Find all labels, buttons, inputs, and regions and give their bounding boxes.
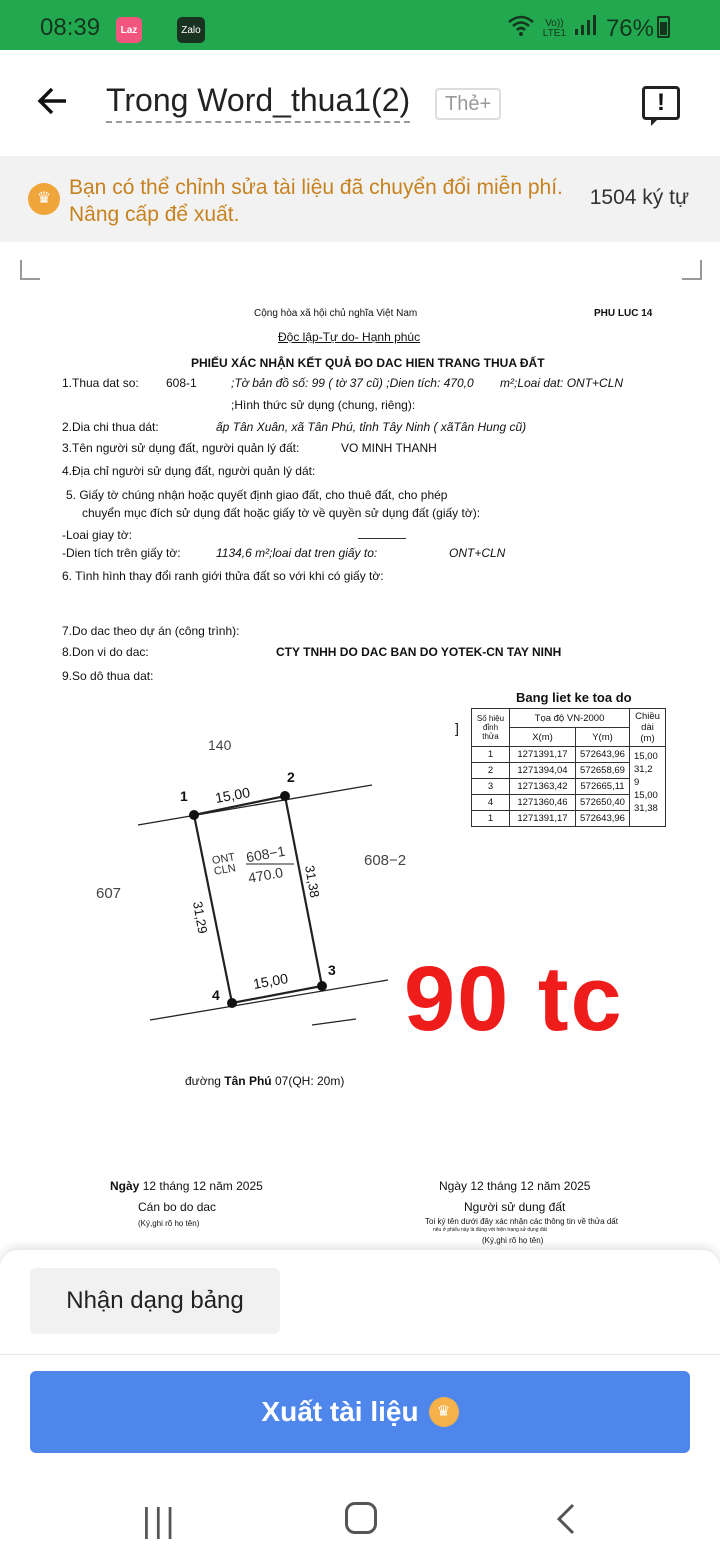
length-cell: 15,00 31,2 9 15,00 31,38 — [630, 747, 666, 827]
table-row: 4 1271360,46 572650,40 — [472, 795, 666, 811]
edge-bottom-length: 15,00 — [251, 970, 290, 992]
doc-line4: 4.Địa chỉ người sử dụng đất, người quản lý dát: — [62, 464, 316, 478]
status-time: 08:39 — [40, 14, 101, 41]
page-corner-marker — [682, 260, 702, 280]
doc-motto: Độc lập-Tự do- Hạnh phúc — [278, 330, 421, 344]
doc-line1-unit: m²;Loai dat: ONT+CLN — [500, 376, 624, 390]
parcel-north-label: 140 — [208, 737, 232, 753]
right-sign-note: (Ký,ghi rõ họ tên) — [482, 1236, 544, 1245]
document-title[interactable]: Trong Word_thua1(2) — [106, 82, 410, 123]
vertex-2 — [280, 791, 290, 801]
right-confirm-note: Toi ký tên dưới đây xác nhận các thông tin về thửa dất — [425, 1217, 618, 1226]
parcel-code: 608−1 — [244, 842, 287, 866]
recent-apps-icon[interactable]: ||| — [142, 1502, 178, 1540]
signal-icon — [574, 14, 598, 43]
doc-form-title: PHIẾU XÁC NHẬN KẾT QUẢ ĐO DAC HIEN TRANG THUA ĐẤT — [191, 356, 545, 370]
col-header-y: Y(m) — [576, 728, 630, 747]
parcel-west-label: 607 — [96, 885, 122, 902]
parcel-east-label: 608−2 — [364, 852, 407, 869]
doc-line2-label: 2.Dia chi thua dát: — [62, 420, 159, 434]
left-sign-note: (Ký,ghi rõ họ tên) — [138, 1219, 200, 1228]
land-type: ONT CLN — [211, 851, 237, 878]
wifi-icon — [507, 14, 535, 43]
table-row: 1 1271391,17 572643,96 — [472, 811, 666, 827]
coord-table-title: Bang liet ke toa do — [516, 690, 632, 705]
export-document-button[interactable] — [30, 1371, 690, 1453]
col-header-length: Chiều dài (m) — [630, 709, 666, 747]
boundary-line-north — [138, 785, 372, 825]
home-icon[interactable] — [345, 1502, 377, 1534]
col-header-coords: Tọa độ VN-2000 — [510, 709, 630, 728]
road-label: đường Tân Phú 07(QH: 20m) — [185, 1074, 345, 1088]
right-role: Người sử dung đất — [464, 1200, 566, 1214]
doc-line3-value: VO MINH THANH — [341, 441, 437, 455]
right-confirm-note-2: nêu ở phiếu này là đúng với hiện trạng sử dụng đất — [433, 1227, 547, 1233]
doc-line1-value: 608-1 — [166, 376, 197, 390]
add-tag-button[interactable]: Thẻ+ — [435, 88, 501, 120]
road-edge-line — [312, 1019, 356, 1025]
page-corner-marker — [20, 260, 40, 280]
doc-line8-value: CTY TNHH DO DAC BAN DO YOTEK-CN TAY NINH — [276, 645, 562, 659]
doc-appendix: PHU LUC 14 — [594, 308, 653, 319]
table-row: 2 1271394,04 572658,69 — [472, 763, 666, 779]
left-role: Cán bo do dac — [138, 1200, 217, 1214]
upgrade-banner[interactable] — [0, 156, 720, 242]
character-count: 1504 ký tự — [589, 186, 689, 209]
handwritten-stamp: 90 tc — [404, 948, 624, 1050]
table-bracket: ] — [455, 720, 459, 736]
export-button-label: Xuất tài liệu — [261, 1396, 419, 1427]
doc-line1-label: 1.Thua dat so: — [62, 376, 139, 390]
lazada-icon: Laz — [116, 17, 142, 43]
vertex-1 — [189, 810, 199, 820]
doc-line3-label: 3.Tên người sử dụng đất, người quản lý đất: — [62, 441, 300, 455]
zalo-icon: Zalo — [177, 17, 205, 43]
col-header-point: Số hiệu đỉnh thửa — [472, 709, 510, 747]
vertex-3 — [317, 981, 327, 991]
edge-left-length: 31,29 — [190, 900, 211, 935]
report-icon[interactable]: ! — [642, 86, 680, 120]
vertex-4 — [227, 998, 237, 1008]
parcel-area: 470.0 — [246, 864, 285, 886]
crown-icon: ♛ — [28, 183, 60, 215]
table-row: 3 1271363,42 572665,11 — [472, 779, 666, 795]
doc-line2-value: ấp Tân Xuân, xã Tân Phú, tỉnh Tây Ninh ( xãTân Hung cũ) — [216, 420, 527, 434]
status-bar — [0, 0, 720, 50]
battery-percent: 76% — [605, 14, 654, 42]
doc-line7: 7.Do dac theo dự án (công trình): — [62, 624, 240, 638]
vertex-1-label: 1 — [180, 788, 188, 804]
doc-line1-detail: ;Tờ bản đồ số: 99 ( tờ 37 cũ) ;Dien tích: 470,0 — [231, 376, 474, 390]
vertex-2-label: 2 — [287, 769, 295, 785]
status-indicators — [507, 14, 672, 43]
upgrade-message: Bạn có thể chỉnh sửa tài liệu đã chuyển đổi miễn phí. Nâng cấp để xuất. — [69, 176, 563, 226]
back-arrow-icon[interactable] — [36, 84, 70, 125]
crown-icon: ♛ — [429, 1397, 459, 1427]
app-header — [0, 50, 720, 156]
table-row: 1 1271391,17 572643,96 15,00 31,2 9 15,00 31,38 — [472, 747, 666, 763]
recognize-table-button[interactable]: Nhận dạng bảng — [30, 1268, 280, 1334]
edge-right-length: 31,38 — [302, 864, 323, 899]
doc-line1b: ;Hình thức sử dụng (chung, riêng): — [231, 398, 416, 412]
left-date: Ngày 12 tháng 12 năm 2025 — [110, 1179, 263, 1193]
volte-indicator: Vo)) LTE1 — [542, 17, 566, 39]
doc-line5d-label: -Dien tích trên giấy tờ: — [62, 546, 181, 560]
parcel-outline — [194, 796, 322, 1003]
nav-back-icon[interactable] — [555, 1502, 577, 1545]
edge-top-length: 15,00 — [213, 784, 252, 806]
vertex-4-label: 4 — [212, 987, 220, 1003]
sheet-divider — [0, 1354, 720, 1355]
right-date: Ngày 12 tháng 12 năm 2025 — [439, 1179, 591, 1193]
doc-line9: 9.So dô thua dat: — [62, 669, 154, 683]
vertex-3-label: 3 — [328, 962, 336, 978]
doc-line8-label: 8.Don vi do dac: — [62, 645, 149, 659]
doc-blank-line — [358, 538, 406, 539]
doc-line5b: chuyển mục đích sử dụng đất hoặc giấy tờ về quyền sử dụng đất (giấy tờ): — [82, 506, 481, 520]
doc-line5c: -Loai giay tờ: — [62, 528, 132, 542]
doc-line5d-value: 1134,6 m²;loai dat tren giấy to: — [216, 546, 378, 560]
battery-icon — [657, 16, 670, 38]
doc-line5a: 5. Giấy tờ chúng nhận hoặc quyết định giao đất, cho thuê đất, cho phép — [66, 488, 448, 502]
document-preview[interactable] — [0, 242, 720, 1252]
col-header-x: X(m) — [510, 728, 576, 747]
doc-line6: 6. Tình hình thay đổi ranh giới thửa đất so với khi có giấy tờ: — [62, 569, 384, 583]
system-navigation-bar — [0, 1490, 720, 1559]
doc-nation: Cộng hòa xã hội chủ nghĩa Việt Nam — [254, 308, 418, 319]
doc-line5d-type: ONT+CLN — [449, 546, 506, 560]
bottom-action-sheet — [0, 1250, 720, 1490]
